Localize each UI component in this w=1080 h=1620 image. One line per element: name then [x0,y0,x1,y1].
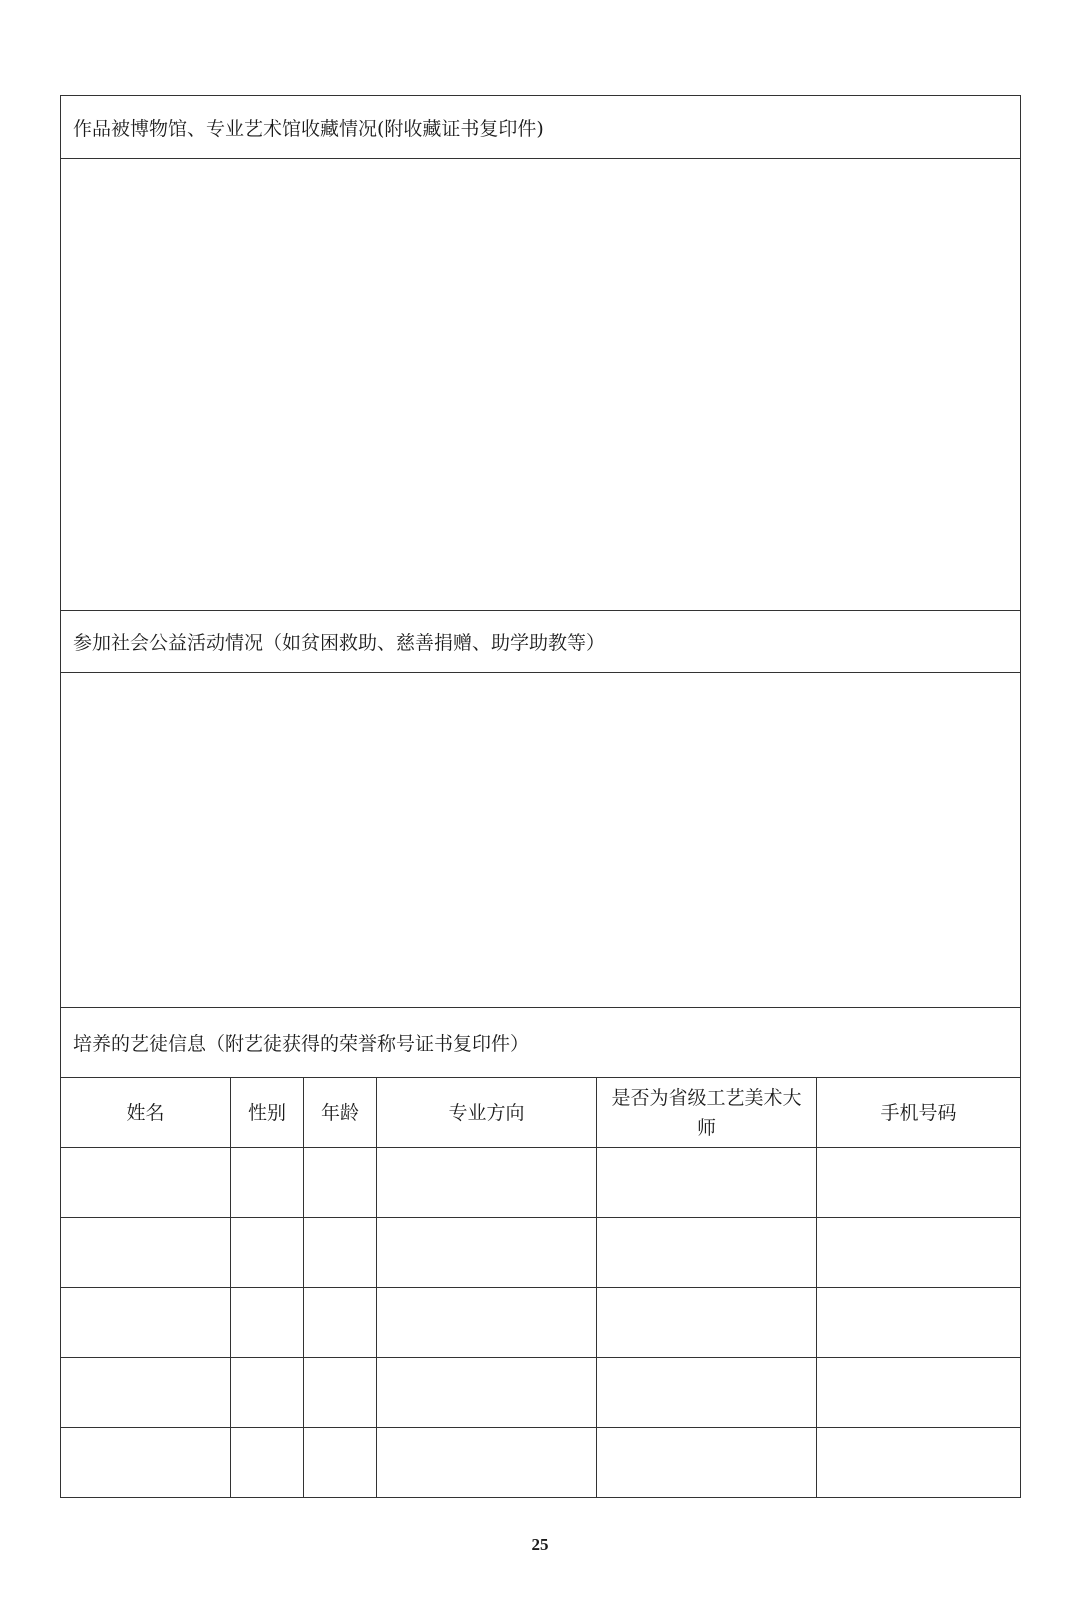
table-cell[interactable] [817,1288,1021,1358]
table-cell[interactable] [304,1148,377,1218]
table-cell[interactable] [304,1358,377,1428]
table-cell[interactable] [61,1218,231,1288]
column-header-name: 姓名 [61,1078,231,1148]
table-cell[interactable] [231,1428,304,1498]
charity-content-row [61,673,1021,1008]
table-cell[interactable] [597,1358,817,1428]
apprentice-column-header-row [61,1078,1021,1148]
table-cell[interactable] [377,1288,597,1358]
table-cell[interactable] [817,1148,1021,1218]
table-cell[interactable] [597,1218,817,1288]
table-cell[interactable] [61,1358,231,1428]
charity-content-field[interactable] [61,673,1021,1008]
table-cell[interactable] [231,1288,304,1358]
table-cell[interactable] [304,1288,377,1358]
table-cell[interactable] [231,1148,304,1218]
table-row [61,1148,1021,1218]
collection-content-field[interactable] [61,159,1021,611]
column-header-specialty: 专业方向 [377,1078,597,1148]
table-cell[interactable] [597,1428,817,1498]
collection-header-row [61,96,1021,159]
page-number: 25 [531,1535,549,1554]
table-cell[interactable] [597,1288,817,1358]
table-cell[interactable] [817,1218,1021,1288]
column-header-age: 年龄 [304,1078,377,1148]
table-cell[interactable] [377,1358,597,1428]
apprentice-header-row [61,1008,1021,1078]
table-row [61,1218,1021,1288]
table-cell[interactable] [377,1428,597,1498]
table-cell[interactable] [61,1288,231,1358]
table-cell[interactable] [61,1148,231,1218]
table-cell[interactable] [304,1428,377,1498]
column-header-gender: 性别 [231,1078,304,1148]
table-cell[interactable] [377,1148,597,1218]
table-cell[interactable] [817,1358,1021,1428]
apprentice-header: 培养的艺徒信息（附艺徒获得的荣誉称号证书复印件） [61,1008,1021,1078]
column-header-provincial-master: 是否为省级工艺美术大师 [597,1078,817,1148]
column-header-phone: 手机号码 [817,1078,1021,1148]
collection-header: 作品被博物馆、专业艺术馆收藏情况(附收藏证书复印件) [61,96,1021,159]
application-form-table [60,95,1021,1498]
table-cell[interactable] [377,1218,597,1288]
charity-header-row [61,611,1021,673]
table-cell[interactable] [817,1428,1021,1498]
table-row [61,1288,1021,1358]
table-cell[interactable] [597,1148,817,1218]
table-cell[interactable] [61,1428,231,1498]
table-cell[interactable] [231,1218,304,1288]
charity-header: 参加社会公益活动情况（如贫困救助、慈善捐赠、助学助教等） [61,611,1021,673]
table-cell[interactable] [231,1358,304,1428]
table-cell[interactable] [304,1218,377,1288]
table-row [61,1428,1021,1498]
table-row [61,1358,1021,1428]
collection-content-row [61,159,1021,611]
